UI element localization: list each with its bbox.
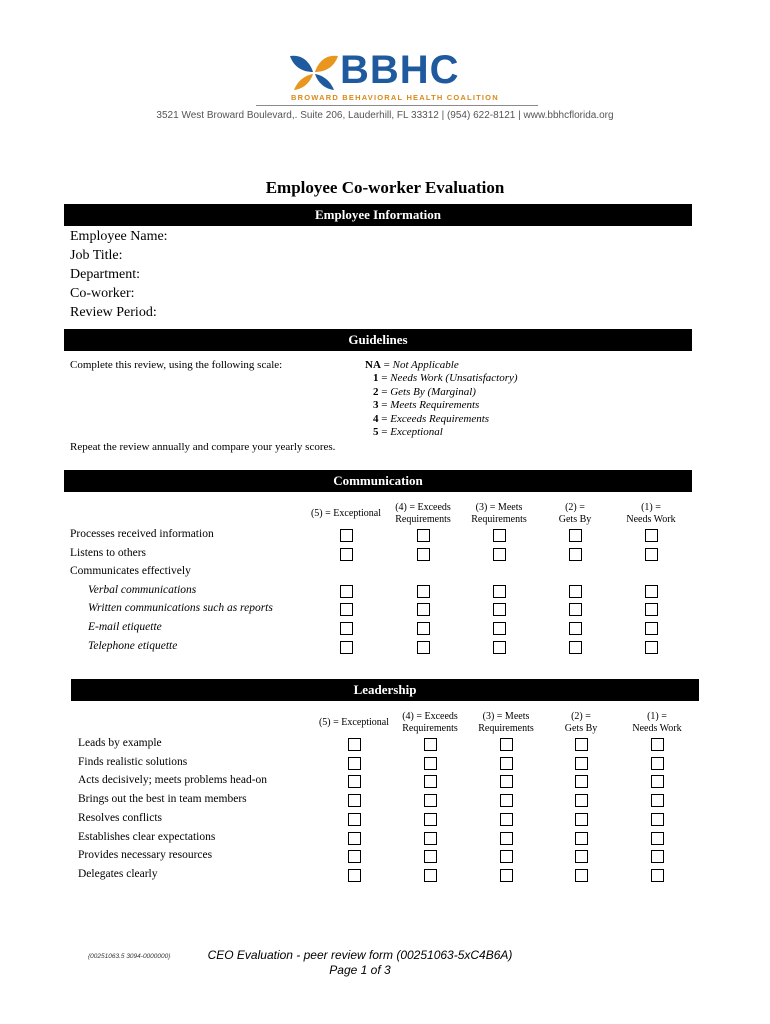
rating-checkbox[interactable] [348,832,361,845]
scale-equals: = [378,372,391,385]
scale-equals: = [380,359,393,371]
rating-checkbox[interactable] [651,794,664,807]
employee-info-field: Co-worker: [70,286,135,301]
rating-checkbox[interactable] [645,529,658,542]
rating-column-header-line: Requirements [478,723,534,734]
rating-checkbox[interactable] [340,529,353,542]
rating-checkbox[interactable] [340,548,353,561]
rating-checkbox[interactable] [493,603,506,616]
rating-checkbox[interactable] [424,869,437,882]
rating-scale-item [373,372,518,384]
rating-checkbox[interactable] [651,813,664,826]
rating-column-header-line: Needs Work [626,514,676,525]
rating-column-header-line: (3) = Meets [482,711,530,722]
rating-checkbox[interactable] [645,585,658,598]
rating-item-label: Communicates effectively [70,565,191,578]
rating-checkbox[interactable] [569,585,582,598]
rating-checkbox[interactable] [417,641,430,654]
rating-checkbox[interactable] [575,869,588,882]
rating-checkbox[interactable] [651,775,664,788]
rating-checkbox[interactable] [417,585,430,598]
address-line: 3521 West Broward Boulevard,. Suite 206, Lauderhill, FL 33312 | (954) 622-8121 | www.bbhcflorida.org [156,110,614,121]
scale-description: Exceeds Requirements [390,412,490,425]
rating-item-label: Delegates clearly [78,867,158,880]
rating-checkbox[interactable] [340,585,353,598]
rating-checkbox[interactable] [575,775,588,788]
rating-item-label: Provides necessary resources [78,849,213,862]
rating-checkbox[interactable] [651,757,664,770]
rating-column-header-line: Requirements [471,514,527,525]
rating-item-label: Written communications such as reports [88,602,273,615]
rating-column-header-line: (5) = Exceptional [310,508,382,519]
rating-item-label: Processes received information [70,528,214,540]
rating-checkbox[interactable] [645,603,658,616]
guidelines-heading: Guidelines [64,329,692,351]
rating-checkbox[interactable] [493,529,506,542]
rating-checkbox[interactable] [500,794,513,807]
scale-description: Not Applicable [392,359,459,371]
document-title: Employee Co-worker Evaluation [265,178,505,197]
rating-checkbox[interactable] [417,529,430,542]
rating-column-header-line: (2) = [571,711,591,722]
scale-key: 5 [373,426,379,438]
rating-scale-item [373,413,489,425]
rating-checkbox[interactable] [424,813,437,826]
logo-text: BBHC [340,48,460,92]
repeat-review-note: Repeat the review annually and compare your yearly scores. [70,441,336,453]
rating-column-header-line: Requirements [395,514,451,525]
rating-column-header [612,711,702,735]
rating-column-header [606,502,696,526]
employee-info-field: Employee Name: [70,229,168,244]
communication-heading: Communication [64,470,692,492]
rating-checkbox[interactable] [500,832,513,845]
rating-checkbox[interactable] [493,641,506,654]
rating-checkbox[interactable] [575,794,588,807]
logo-subtitle: BROWARD BEHAVIORAL HEALTH COALITION [291,93,499,102]
rating-checkbox[interactable] [500,738,513,751]
rating-checkbox[interactable] [575,813,588,826]
scale-description: Meets Requirements [390,399,480,412]
rating-item-label: Acts decisively; meets problems head-on [78,774,268,787]
rating-checkbox[interactable] [500,757,513,770]
rating-checkbox[interactable] [417,603,430,616]
scale-key: NA [365,359,381,371]
rating-item-label: Finds realistic solutions [78,755,188,768]
rating-checkbox[interactable] [417,622,430,635]
rating-checkbox[interactable] [500,850,513,863]
rating-checkbox[interactable] [424,775,437,788]
scale-key: 2 [373,385,379,398]
rating-scale-item [365,359,459,371]
rating-checkbox[interactable] [569,622,582,635]
rating-checkbox[interactable] [493,585,506,598]
rating-column-header-line: Gets By [558,514,592,525]
rating-checkbox[interactable] [500,775,513,788]
rating-column-header-line: (5) = Exceptional [318,717,390,728]
rating-item-label: Telephone etiquette [88,639,178,652]
rating-checkbox[interactable] [651,738,664,751]
rating-checkbox[interactable] [645,622,658,635]
rating-checkbox[interactable] [348,794,361,807]
header-divider [256,105,538,106]
rating-checkbox[interactable] [348,757,361,770]
guidelines-instruction: Complete this review, using the following scale: [70,359,283,371]
rating-checkbox[interactable] [348,869,361,882]
rating-column-header-line: (1) = [641,502,661,513]
rating-checkbox[interactable] [424,757,437,770]
rating-checkbox[interactable] [417,548,430,561]
footer-document-code: {00251063.5 3094-0000000} [88,953,171,960]
scale-description: Exceptional [390,426,443,438]
rating-column-header-line: Needs Work [632,723,682,734]
rating-checkbox[interactable] [651,850,664,863]
rating-column-header-line: (2) = [565,502,585,513]
rating-checkbox[interactable] [348,850,361,863]
rating-checkbox[interactable] [500,813,513,826]
scale-key: 1 [373,372,379,385]
rating-checkbox[interactable] [651,869,664,882]
leadership-heading: Leadership [71,679,699,701]
scale-key: 4 [373,412,379,425]
rating-checkbox[interactable] [575,738,588,751]
employee-info-field: Department: [70,267,140,282]
rating-column-header-line: (4) = Exceeds [395,502,451,513]
rating-checkbox[interactable] [424,832,437,845]
rating-checkbox[interactable] [575,850,588,863]
scale-description: Gets By (Marginal) [390,385,476,398]
rating-checkbox[interactable] [348,813,361,826]
rating-item-label: E-mail etiquette [88,621,162,633]
rating-checkbox[interactable] [424,738,437,751]
rating-column-header-line: Requirements [402,723,458,734]
scale-equals: = [378,426,391,438]
rating-item-label: Establishes clear expectations [78,830,216,843]
rating-checkbox[interactable] [493,548,506,561]
rating-checkbox[interactable] [569,603,582,616]
scale-key: 3 [373,399,379,412]
rating-checkbox[interactable] [569,529,582,542]
rating-checkbox[interactable] [340,603,353,616]
rating-column-header-line: (4) = Exceeds [402,711,458,722]
rating-checkbox[interactable] [424,794,437,807]
rating-checkbox[interactable] [340,622,353,635]
scale-equals: = [378,399,391,412]
rating-checkbox[interactable] [500,869,513,882]
rating-item-label: Brings out the best in team members [78,793,247,806]
footer-title [190,948,530,978]
rating-checkbox[interactable] [645,641,658,654]
rating-checkbox[interactable] [340,641,353,654]
rating-checkbox[interactable] [493,622,506,635]
rating-column-header-line: (1) = [647,711,667,722]
rating-item-label: Verbal communications [88,583,197,596]
rating-checkbox[interactable] [575,757,588,770]
employee-info-field: Job Title: [70,248,123,263]
rating-scale-item [373,386,476,398]
rating-checkbox[interactable] [569,548,582,561]
rating-checkbox[interactable] [348,738,361,751]
page-number: Page 1 of 3 [329,963,391,977]
rating-scale-item [373,399,479,411]
rating-column-header-line: Gets By [564,723,598,734]
rating-checkbox[interactable] [645,548,658,561]
rating-item-label: Resolves conflicts [78,811,162,824]
rating-scale-item [373,426,443,438]
butterfly-logo-icon [288,52,340,94]
rating-checkbox[interactable] [575,832,588,845]
rating-item-label: Listens to others [70,546,147,559]
rating-checkbox[interactable] [424,850,437,863]
rating-item-label: Leads by example [78,737,162,749]
rating-checkbox[interactable] [569,641,582,654]
employee-info-field: Review Period: [70,305,157,320]
scale-equals: = [378,412,391,425]
employee-information-heading: Employee Information [64,204,692,226]
rating-column-header-line: (3) = Meets [475,502,523,513]
scale-description: Needs Work (Unsatisfactory) [390,372,518,385]
rating-checkbox[interactable] [348,775,361,788]
rating-checkbox[interactable] [651,832,664,845]
scale-equals: = [378,385,391,398]
footer-form-title: CEO Evaluation - peer review form (00251063-5xC4B6A) [207,948,513,962]
